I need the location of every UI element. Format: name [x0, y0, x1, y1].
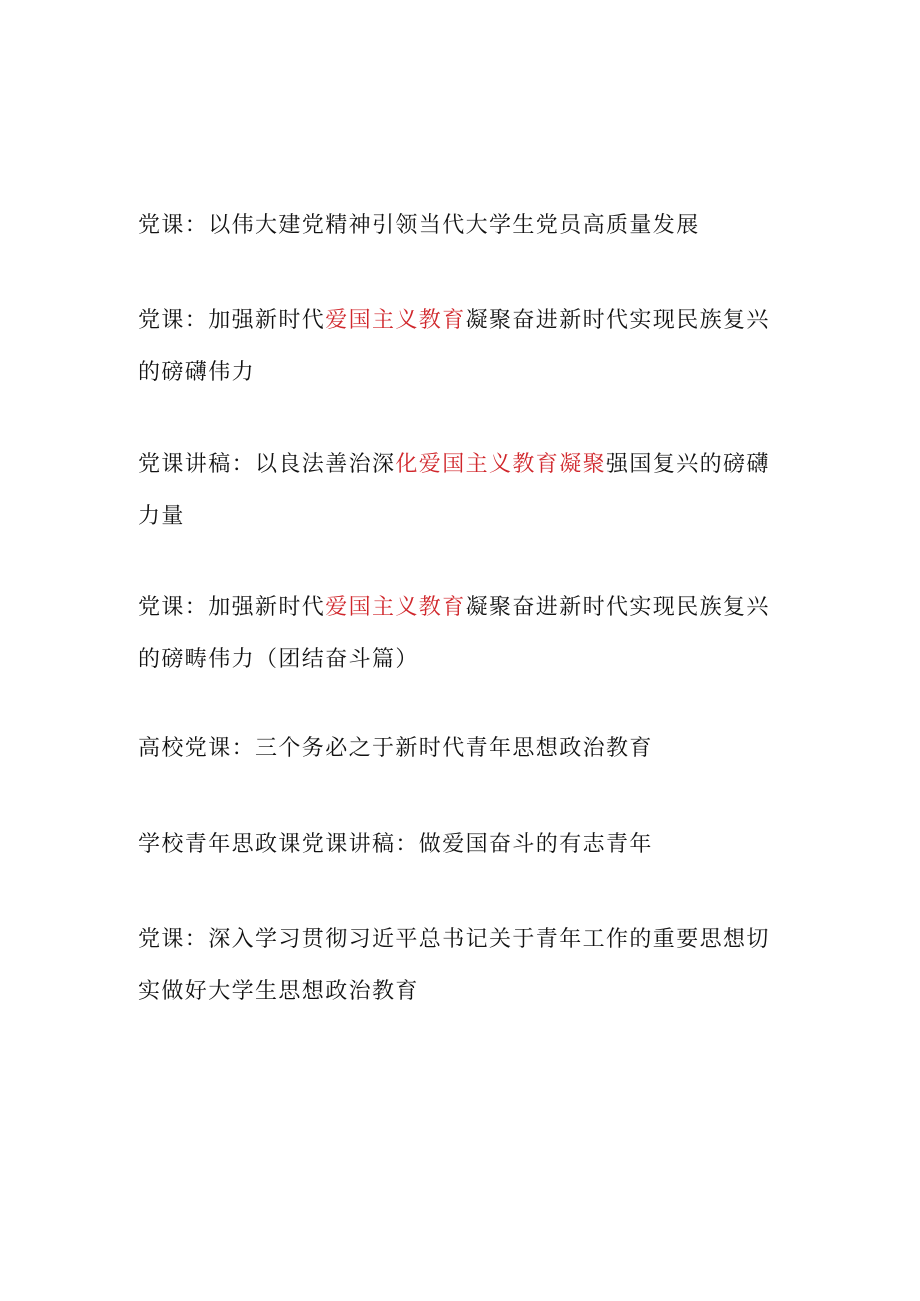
- title-text: 党课讲稿：以良法善治深: [138, 452, 396, 477]
- title-text: 凝聚奋进新时代实现民族复兴的磅礴伟力: [138, 308, 770, 385]
- highlighted-text: 爱国主义教育: [325, 308, 466, 333]
- title-text: 高校党课：三个务必之于新时代青年思想政治教育: [138, 736, 653, 761]
- title-text: 凝聚奋进新时代实现民族复兴的磅畴伟力（团结奋斗篇）: [138, 595, 770, 672]
- title-entry-6: [138, 819, 778, 871]
- title-entry-2: [138, 295, 778, 399]
- title-entry-3: [138, 439, 778, 543]
- title-text: 党课：深入学习贯彻习近平总书记关于青年工作的重要思想切实做好大学生思想政治教育: [138, 927, 770, 1004]
- highlighted-text: 爱国主义教育: [325, 595, 466, 620]
- title-entry-7: [138, 914, 778, 1018]
- title-text: 党课：以伟大建党精神引领当代大学生党员高质量发展: [138, 213, 700, 238]
- highlighted-text: 化爱国主义教育凝聚: [395, 452, 607, 477]
- title-text: 党课：加强新时代: [138, 308, 326, 333]
- title-text: 强国复兴的磅礴力量: [138, 452, 770, 529]
- title-text: 学校青年思政课党课讲稿：做爱国奋斗的有志青年: [138, 832, 653, 857]
- title-text: 党课：加强新时代: [138, 595, 326, 620]
- title-entry-1: [138, 200, 778, 252]
- title-entry-4: [138, 582, 778, 686]
- title-entry-5: [138, 723, 778, 775]
